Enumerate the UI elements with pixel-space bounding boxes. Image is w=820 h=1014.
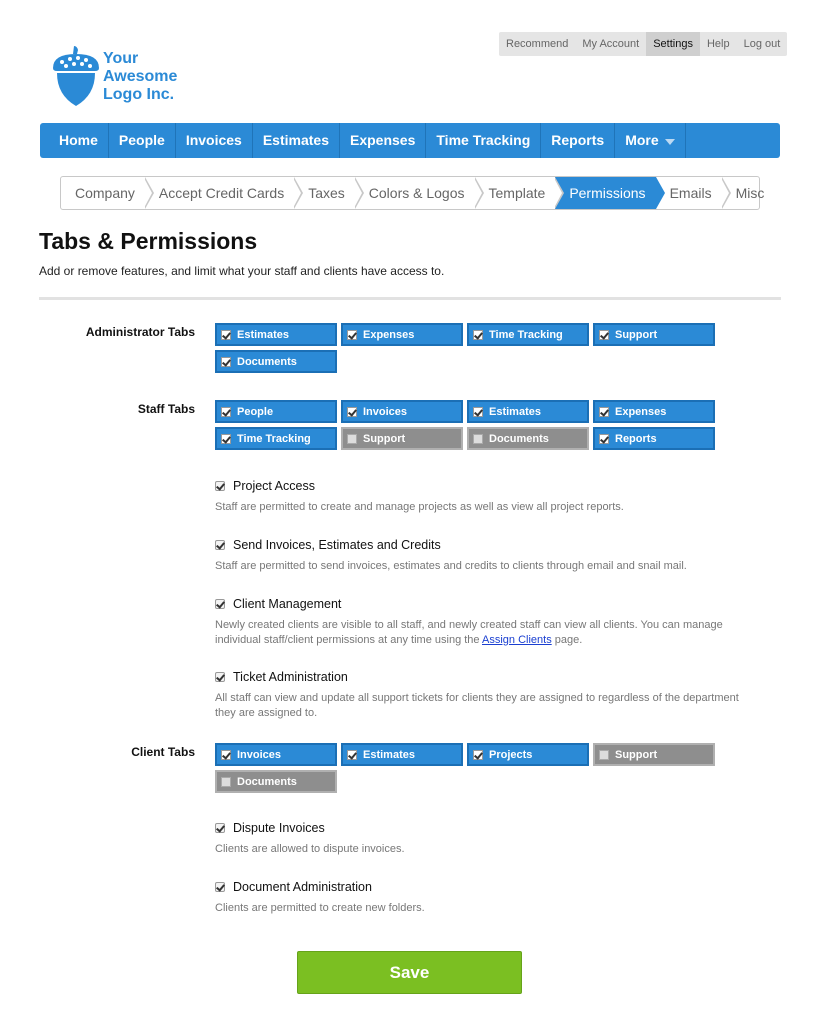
nav-reports[interactable]: Reports [541, 123, 615, 158]
tab-toggle-label: Expenses [615, 405, 667, 418]
logo-line: Your [103, 50, 139, 67]
logo-line: Logo Inc. [103, 86, 175, 103]
tab-toggle-label: Support [615, 328, 658, 341]
admin-tab-documents[interactable] [215, 350, 337, 373]
tab-emails[interactable] [656, 177, 722, 209]
checkbox-checked[interactable] [473, 750, 483, 760]
dispute-invoices-checkbox[interactable] [215, 823, 225, 833]
admin-tab-estimates[interactable] [215, 323, 337, 346]
option-dispute-invoices [215, 821, 755, 857]
main-nav [40, 123, 780, 158]
staff-tabs-grid [215, 400, 725, 454]
client-tab-support[interactable] [593, 743, 715, 766]
account-nav-my-account[interactable]: My Account [582, 38, 640, 50]
option-label: Document Administration [233, 880, 372, 894]
checkbox-checked[interactable] [473, 330, 483, 340]
checkbox-unchecked[interactable] [599, 750, 609, 760]
ticket-administration-checkbox[interactable] [215, 672, 225, 682]
tab-accept-credit-cards[interactable] [145, 177, 294, 209]
divider [39, 297, 781, 300]
checkbox-checked[interactable] [347, 407, 357, 417]
option-document-administration [215, 880, 755, 916]
admin-tabs-grid [215, 323, 725, 377]
nav-more[interactable] [615, 123, 685, 158]
checkbox-checked[interactable] [473, 407, 483, 417]
tab-toggle-label: Estimates [237, 328, 289, 341]
checkbox-unchecked[interactable] [473, 434, 483, 444]
option-send-invoices [215, 538, 755, 574]
tab-company[interactable] [61, 177, 145, 209]
staff-tab-invoices[interactable] [341, 400, 463, 423]
option-description: Clients are allowed to dispute invoices. [215, 843, 405, 855]
tab-label: Permissions [569, 185, 646, 201]
logo-text [103, 50, 177, 104]
tab-toggle-label: Projects [489, 748, 533, 761]
logo-line: Awesome [103, 68, 178, 85]
checkbox-checked[interactable] [599, 330, 609, 340]
tab-toggle-label: Invoices [363, 405, 408, 418]
checkbox-checked[interactable] [221, 434, 231, 444]
tab-colors-logos[interactable] [355, 177, 475, 209]
description-text: page. [551, 634, 583, 646]
nav-expenses[interactable]: Expenses [340, 123, 426, 158]
account-nav-recommend[interactable]: Recommend [506, 38, 569, 50]
client-tab-estimates[interactable] [341, 743, 463, 766]
description-text: Newly created clients are visible to all staff, and newly created staff can view all clients. You can manage individual staff/client permissions at any time using the [215, 619, 723, 646]
client-tabs-label: Client Tabs [131, 745, 195, 759]
option-description: All staff can view and update all support tickets for clients they are assigned to regardless of the department they are assigned to. [215, 692, 739, 719]
admin-tabs-label: Administrator Tabs [85, 325, 195, 339]
nav-time-tracking[interactable]: Time Tracking [426, 123, 541, 158]
send-invoices-checkbox[interactable] [215, 540, 225, 550]
client-tab-invoices[interactable] [215, 743, 337, 766]
tab-toggle-label: Estimates [489, 405, 541, 418]
option-description: Clients are permitted to create new folders. [215, 902, 425, 914]
tab-toggle-label: Time Tracking [237, 432, 311, 445]
checkbox-checked[interactable] [347, 330, 357, 340]
acorn-icon [50, 44, 102, 108]
option-description: Staff are permitted to send invoices, estimates and credits to clients through email and snail mail. [215, 560, 687, 572]
tab-toggle-label: Documents [237, 775, 297, 788]
account-nav-logout[interactable]: Log out [743, 38, 781, 50]
project-access-checkbox[interactable] [215, 481, 225, 491]
tab-toggle-label: Time Tracking [489, 328, 563, 341]
staff-tabs-label: Staff Tabs [137, 402, 195, 416]
tab-toggle-label: Expenses [363, 328, 415, 341]
page-subtitle: Add or remove features, and limit what your staff and clients have access to. [39, 264, 445, 278]
document-administration-checkbox[interactable] [215, 882, 225, 892]
save-button[interactable]: Save [297, 951, 522, 994]
staff-tab-time-tracking[interactable] [215, 427, 337, 450]
account-nav-help[interactable]: Help [706, 38, 730, 50]
staff-tab-support[interactable] [341, 427, 463, 450]
tab-toggle-label: Support [363, 432, 406, 445]
checkbox-checked[interactable] [599, 434, 609, 444]
tab-label: Colors & Logos [368, 185, 465, 201]
option-client-management [215, 597, 755, 648]
tab-label: Company [75, 185, 135, 201]
option-description: Staff are permitted to create and manage projects as well as view all project reports. [215, 501, 624, 513]
tab-taxes[interactable] [294, 177, 355, 209]
client-management-checkbox[interactable] [215, 599, 225, 609]
option-ticket-administration [215, 670, 755, 721]
nav-more-label: More [625, 132, 659, 148]
staff-tab-expenses[interactable] [593, 400, 715, 423]
client-tab-projects[interactable] [467, 743, 589, 766]
company-logo [50, 44, 190, 110]
tab-label: Template [488, 185, 546, 201]
checkbox-unchecked[interactable] [221, 777, 231, 787]
tab-toggle-label: Estimates [363, 748, 415, 761]
tab-template[interactable] [475, 177, 556, 209]
tab-label: Taxes [308, 185, 345, 201]
chevron-down-icon [665, 139, 675, 145]
nav-home[interactable]: Home [40, 123, 109, 158]
tab-permissions[interactable] [555, 177, 655, 209]
account-nav [499, 32, 787, 56]
checkbox-checked[interactable] [347, 750, 357, 760]
checkbox-checked[interactable] [599, 407, 609, 417]
checkbox-checked[interactable] [221, 330, 231, 340]
option-description [215, 618, 755, 648]
nav-estimates[interactable]: Estimates [253, 123, 340, 158]
checkbox-checked[interactable] [221, 750, 231, 760]
page-title: Tabs & Permissions [39, 228, 258, 254]
tab-label: Accept Credit Cards [158, 185, 285, 201]
option-project-access [215, 479, 755, 515]
option-label: Send Invoices, Estimates and Credits [233, 538, 441, 552]
tab-label: Emails [669, 185, 712, 201]
tab-toggle-label: Invoices [237, 748, 282, 761]
staff-tab-documents[interactable] [467, 427, 589, 450]
tab-toggle-label: Documents [489, 432, 549, 445]
nav-people[interactable]: People [109, 123, 176, 158]
admin-tab-expenses[interactable] [341, 323, 463, 346]
client-tab-documents[interactable] [215, 770, 337, 793]
account-nav-settings[interactable]: Settings [646, 32, 700, 56]
tab-toggle-label: Reports [615, 432, 657, 445]
tab-toggle-label: Support [615, 748, 658, 761]
checkbox-checked[interactable] [221, 407, 231, 417]
staff-tab-estimates[interactable] [467, 400, 589, 423]
settings-tabs [60, 176, 765, 210]
admin-tab-support[interactable] [593, 323, 715, 346]
client-tabs-grid [215, 743, 725, 797]
tab-toggle-label: Documents [237, 355, 297, 368]
option-label: Dispute Invoices [233, 821, 325, 835]
option-label: Ticket Administration [233, 670, 348, 684]
checkbox-unchecked[interactable] [347, 434, 357, 444]
checkbox-checked[interactable] [221, 357, 231, 367]
admin-tab-time-tracking[interactable] [467, 323, 589, 346]
option-label: Project Access [233, 479, 315, 493]
tab-label: Misc [735, 185, 765, 201]
nav-invoices[interactable]: Invoices [176, 123, 253, 158]
staff-tab-people[interactable] [215, 400, 337, 423]
tab-toggle-label: People [237, 405, 274, 418]
assign-clients-link[interactable]: Assign Clients [482, 634, 552, 646]
staff-tab-reports[interactable] [593, 427, 715, 450]
option-label: Client Management [233, 597, 342, 611]
